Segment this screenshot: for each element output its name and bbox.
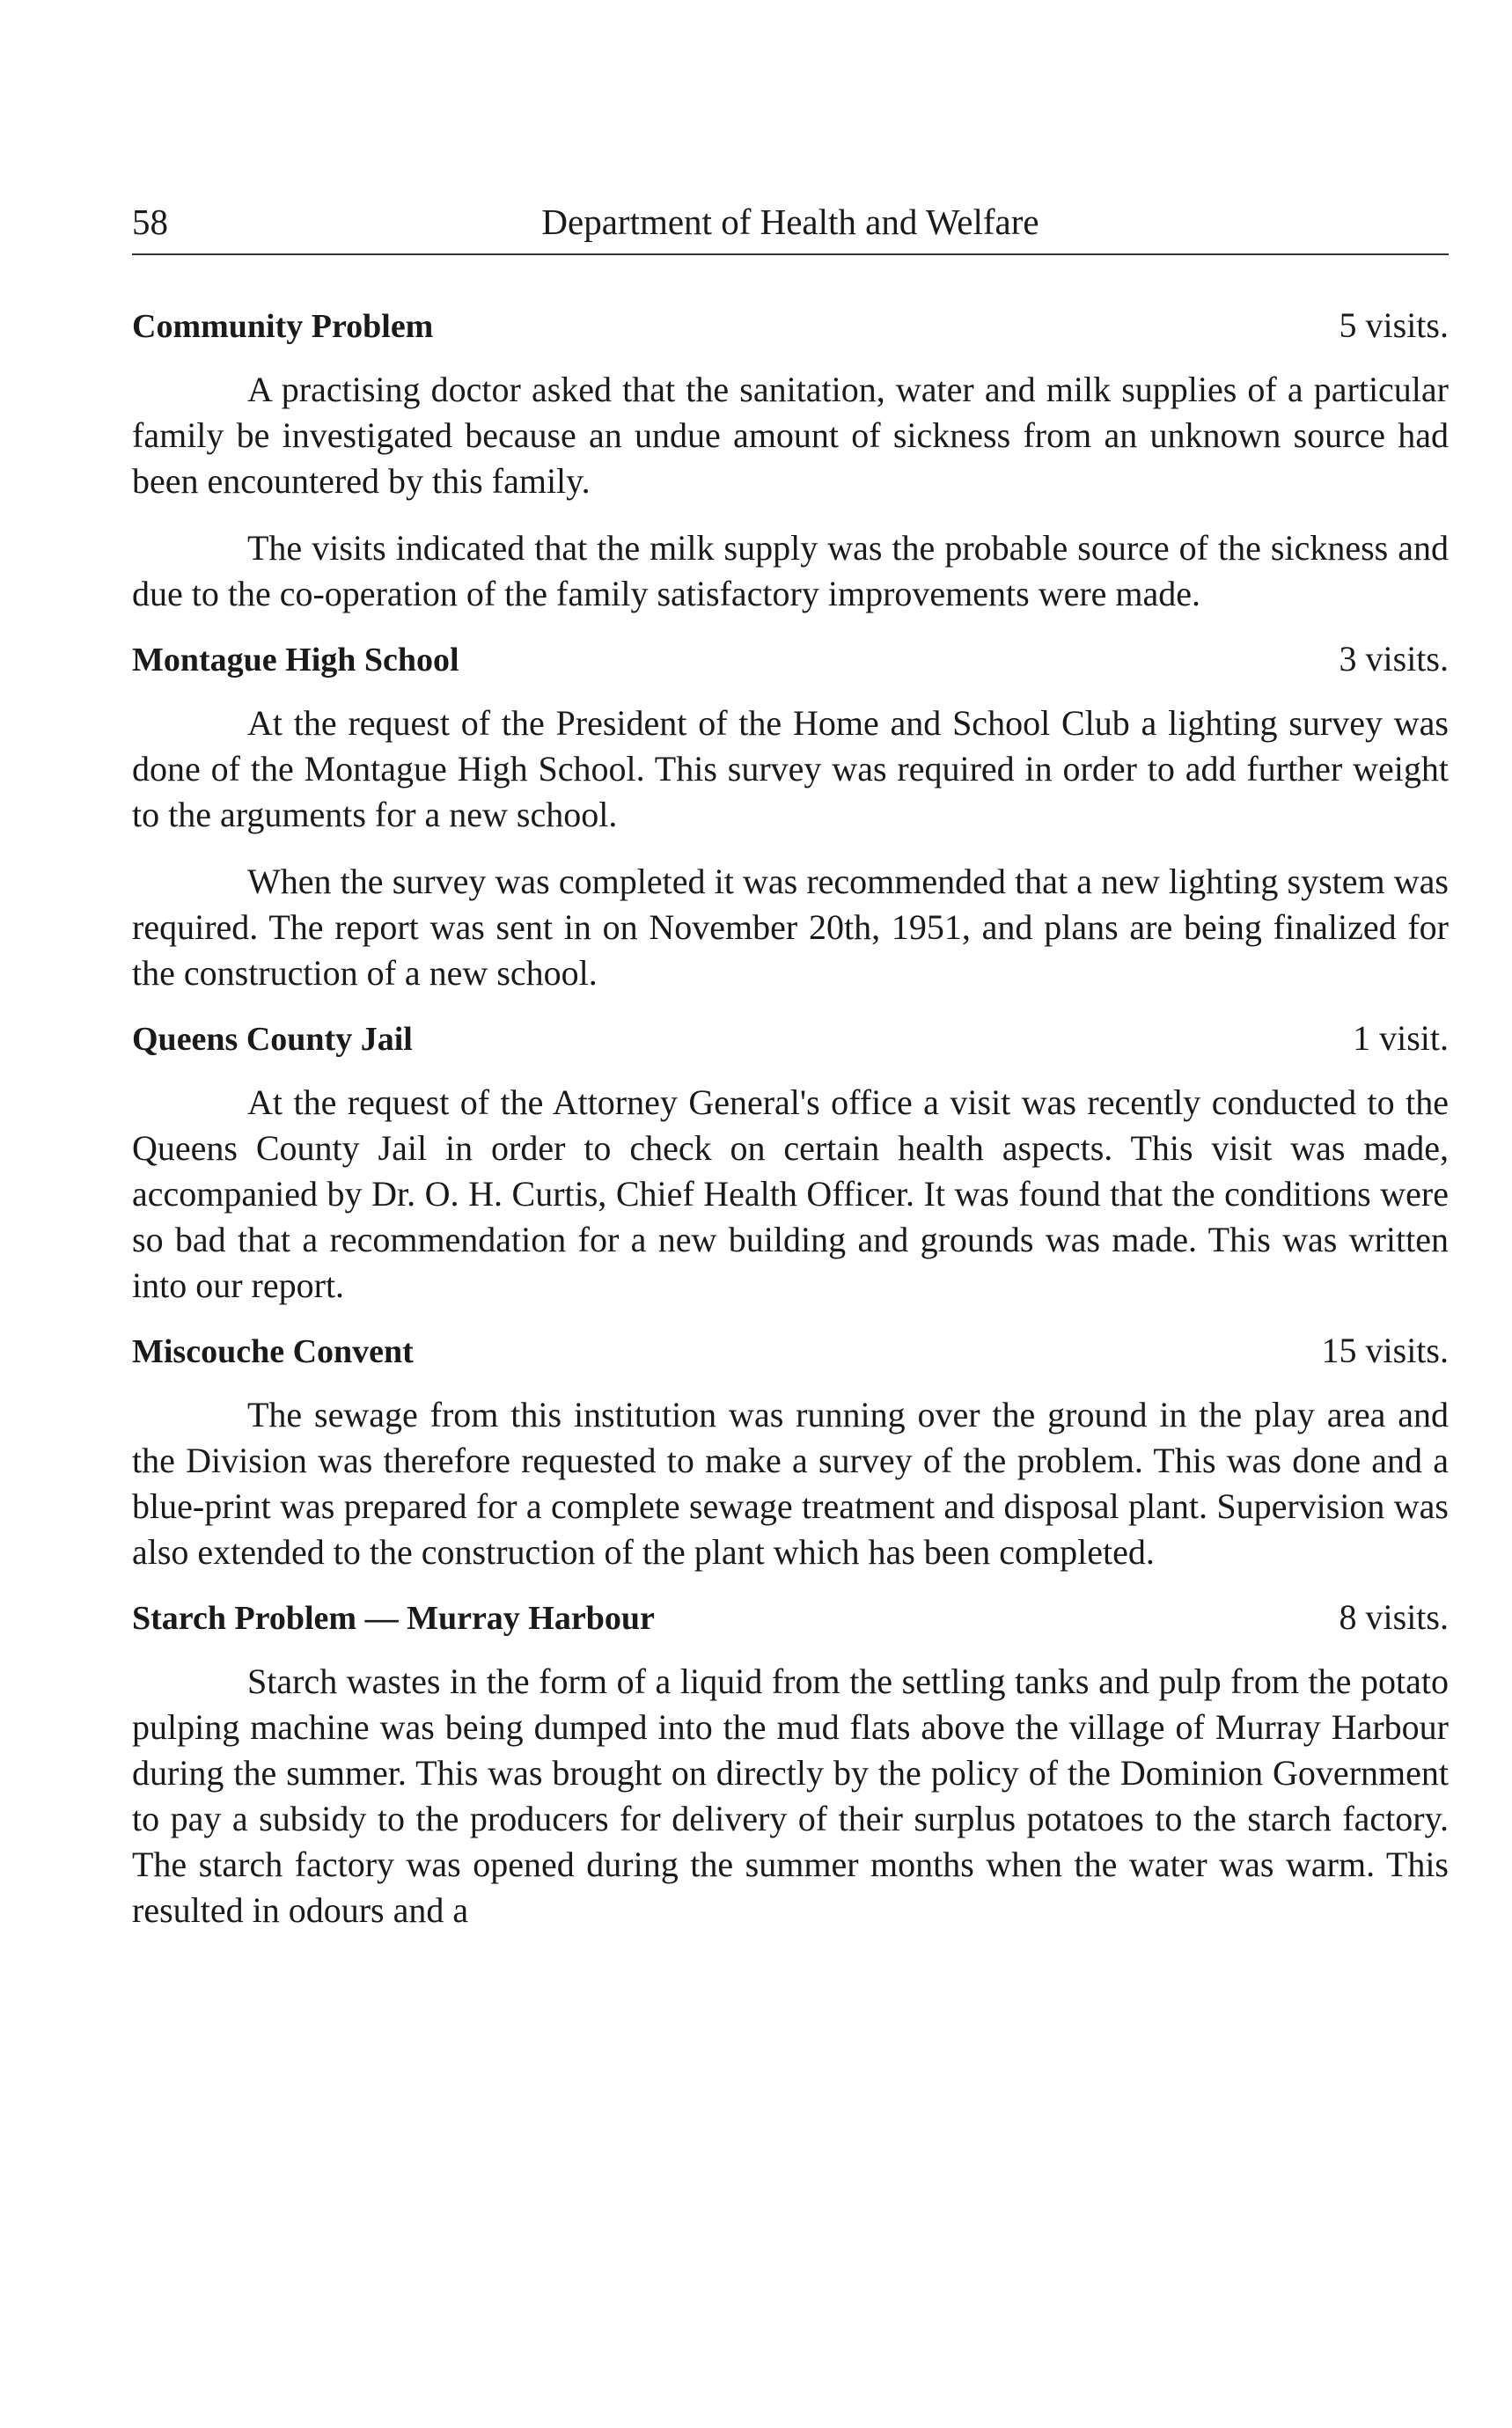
section-title: Queens County Jail — [132, 1021, 413, 1058]
section-heading — [132, 1330, 1449, 1371]
section-heading — [132, 1017, 1449, 1059]
paragraph: A practising doctor asked that the sanitation, water and milk supplies of a particular family be investigated because an undue amount of sickness from an unknown source had been encountered by this family. — [132, 370, 1449, 501]
visit-count: 1 visit. — [1353, 1018, 1449, 1058]
visit-count: 8 visits. — [1339, 1597, 1449, 1637]
visit-count: 15 visits. — [1321, 1331, 1449, 1370]
section-queens-county-jail — [132, 1017, 1449, 1309]
section-heading — [132, 1596, 1449, 1638]
paragraph: At the request of the Attorney General's office a visit was recently conducted to the Queens County Jail in order to check on certain health aspects. This visit was made, accompanied by Dr. O. H. Curtis, Chief Health Officer. It was found that the conditions were so bad that a recommendation for a new building and grounds was made. This was written into our report. — [132, 1082, 1449, 1305]
section-title: Starch Problem — Murray Harbour — [132, 1600, 655, 1637]
paragraph: The visits indicated that the milk supply was the probable source of the sickness and due to the co-operation of the family satisfactory improvements were made. — [132, 528, 1449, 613]
section-heading — [132, 638, 1449, 679]
section-heading — [132, 304, 1449, 346]
paragraph: When the survey was completed it was recommended that a new lighting system was required. The report was sent in on November 20th, 1951, and plans are being finalized for the construction of a new school. — [132, 862, 1449, 993]
section-montague-high-school — [132, 638, 1449, 996]
section-miscouche-convent — [132, 1330, 1449, 1575]
section-title: Montague High School — [132, 642, 459, 679]
running-header — [132, 201, 1449, 255]
section-community-problem — [132, 304, 1449, 617]
running-title: Department of Health and Welfare — [541, 202, 1039, 242]
paragraph: Starch wastes in the form of a liquid from the settling tanks and pulp from the potato pulping machine was being dumped into the mud flats above the village of Murray Harbour during the summer. This was brought on directly by the policy of the Dominion Government to pay a subsidy to the producers for delivery of their surplus potatoes to the starch factory. The starch factory was opened during the summer months when the water was warm. This resulted in odours and a — [132, 1661, 1449, 1930]
section-starch-problem — [132, 1596, 1449, 1933]
visit-count: 3 visits. — [1339, 639, 1449, 679]
page-number: 58 — [132, 202, 168, 242]
visit-count: 5 visits. — [1339, 305, 1449, 345]
document-page — [132, 201, 1449, 1955]
section-title: Community Problem — [132, 308, 434, 345]
paragraph: The sewage from this institution was running over the ground in the play area and the Division was therefore requested to make a survey of the problem. This was done and a blue-print was prepared for a complete sewage treatment and disposal plant. Supervision was also extended to the construction of the plant which has been completed. — [132, 1395, 1449, 1572]
section-title: Miscouche Convent — [132, 1333, 414, 1370]
paragraph: At the request of the President of the Home and School Club a lighting survey was done of the Montague High School. This survey was required in order to add further weight to the arguments for a new school. — [132, 703, 1449, 834]
